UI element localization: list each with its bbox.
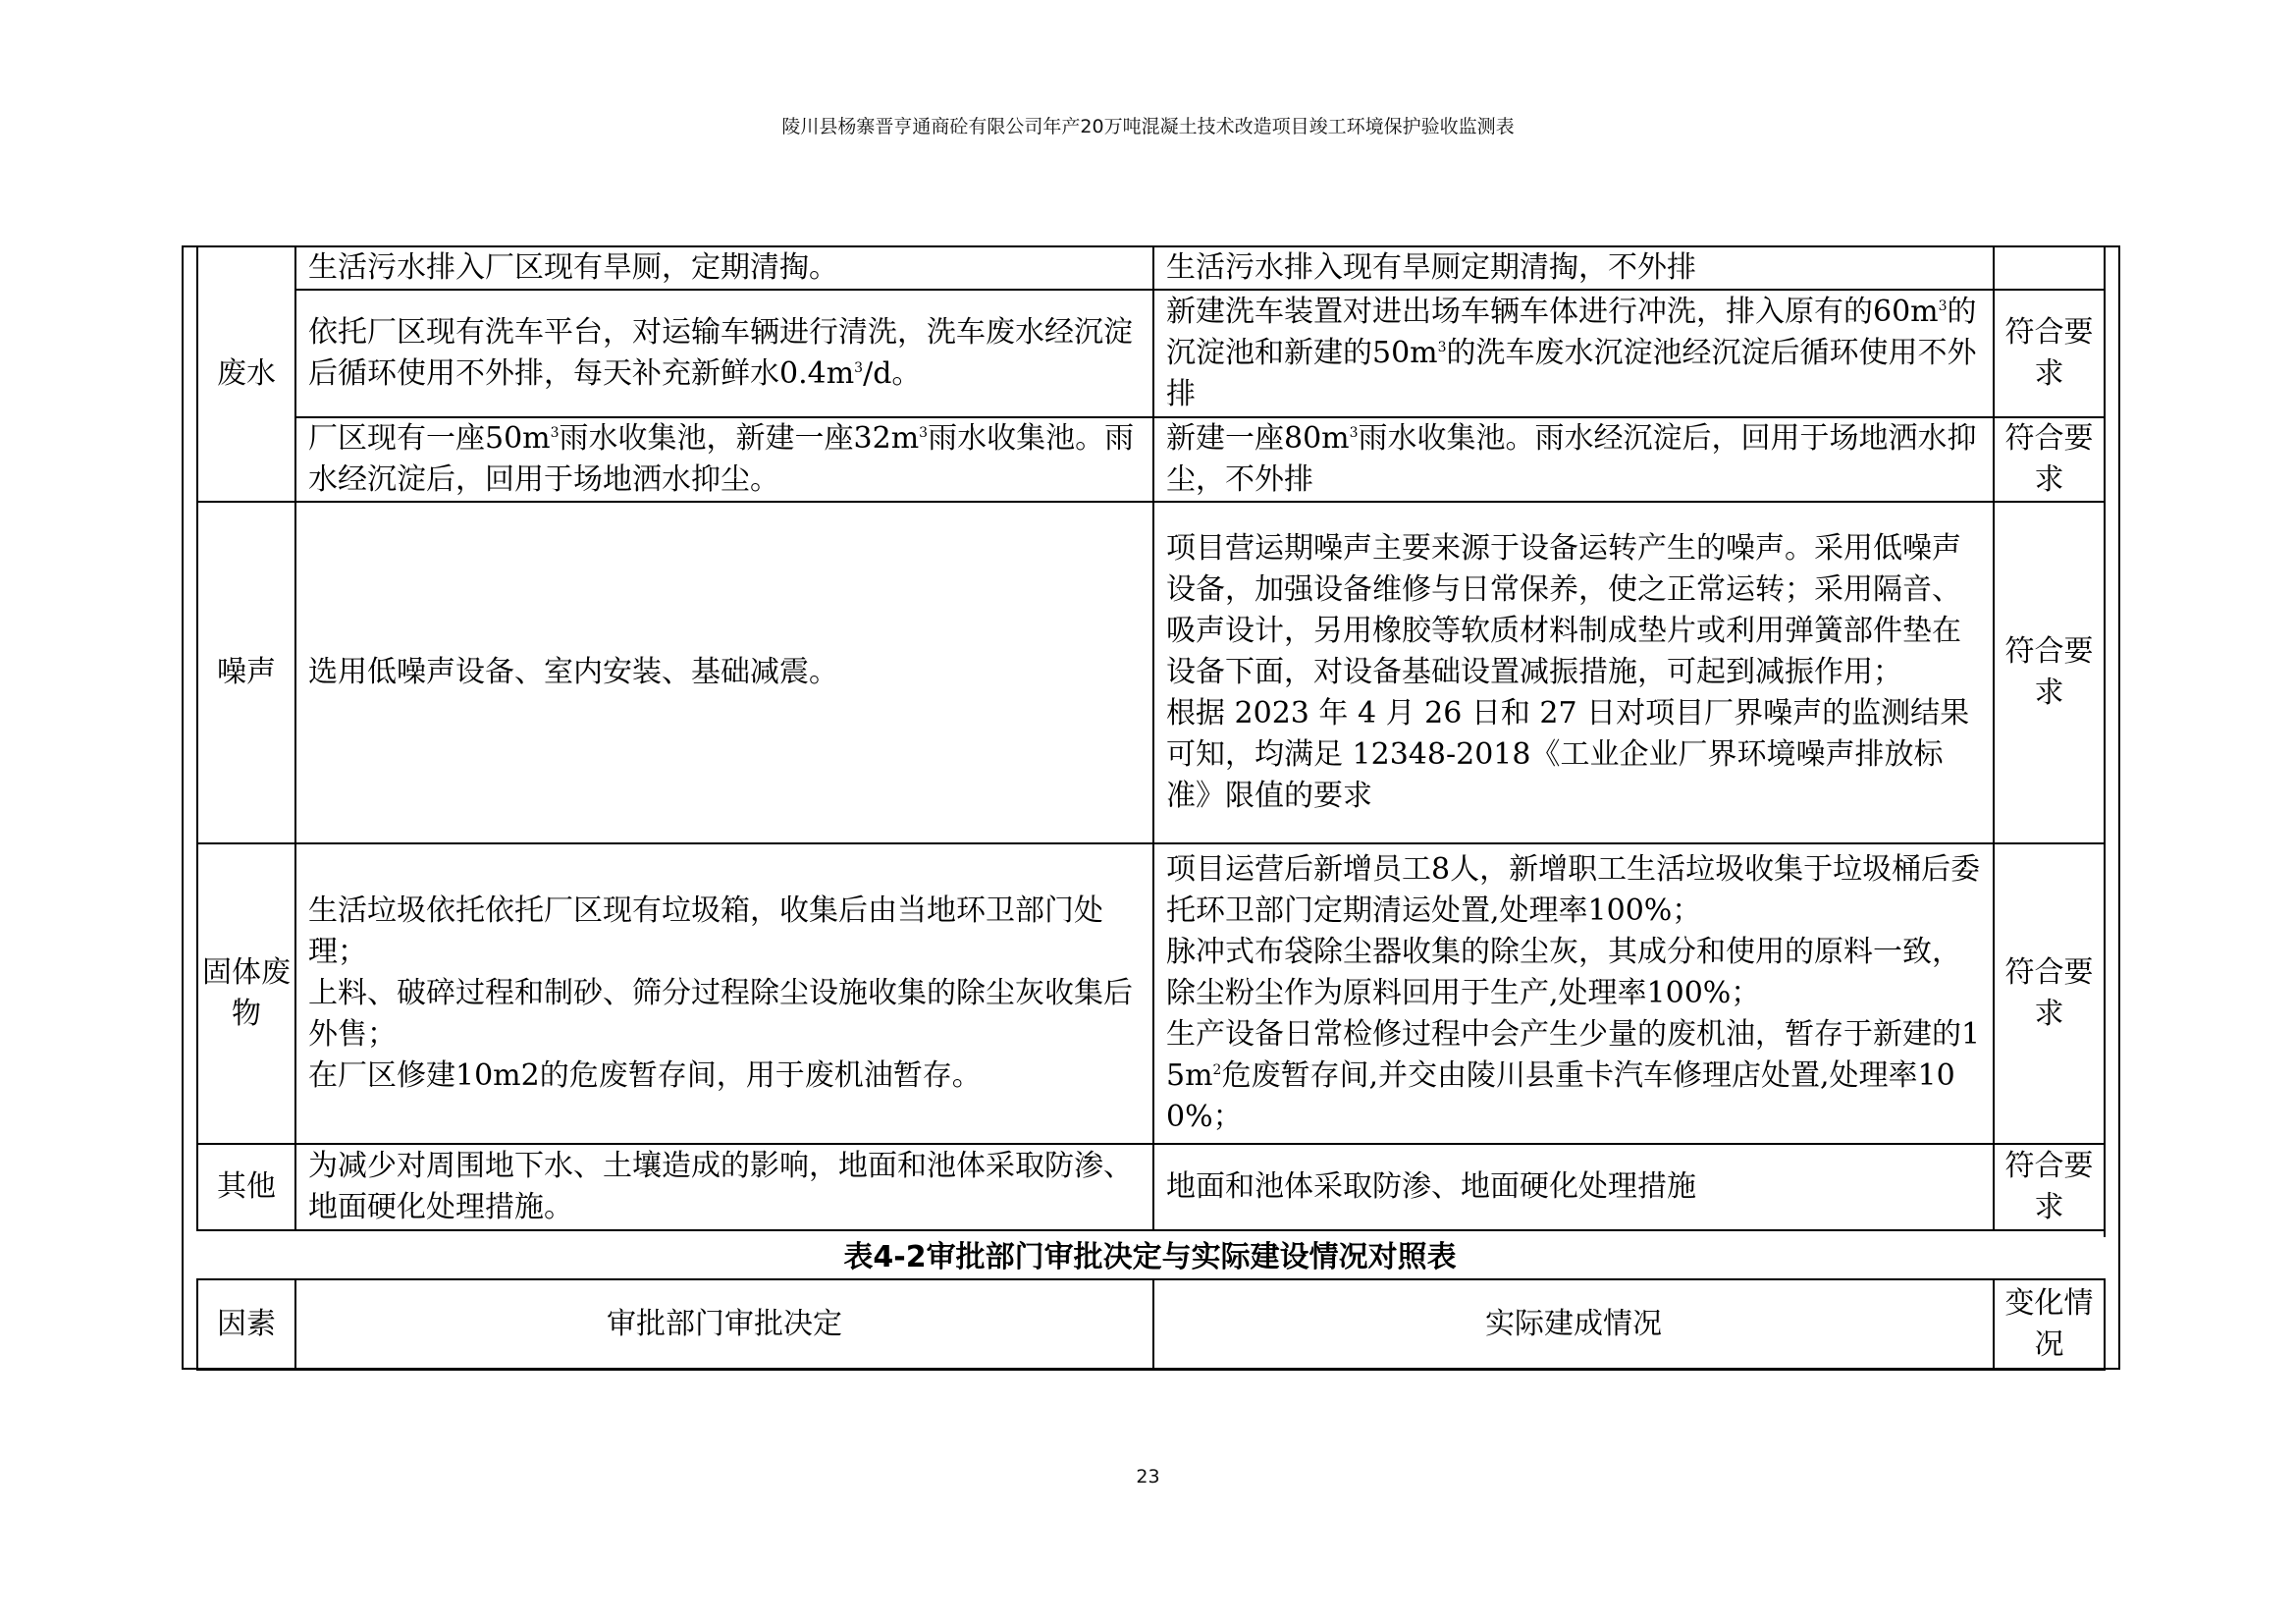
category-other: 其他 [197, 1144, 295, 1230]
column-header-actual: 实际建成情况 [1153, 1279, 1994, 1370]
decision-cell: 为减少对周围地下水、土壤造成的影响，地面和池体采取防渗、地面硬化处理措施。 [295, 1144, 1153, 1230]
category-wastewater: 废水 [197, 246, 295, 502]
page-number: 23 [1136, 1466, 1160, 1488]
result-cell: 符合要求 [1994, 843, 2105, 1144]
page-header: 陵川县杨寨晋亨通商砼有限公司年产20万吨混凝土技术改造项目竣工环境保护验收监测表 [781, 116, 1515, 137]
result-cell: 符合要求 [1994, 502, 2105, 843]
actual-cell: 项目运营后新增员工8人，新增职工生活垃圾收集于垃圾桶后委托环卫部门定期清运处置,处理率100%； 脉冲式布袋除尘器收集的除尘灰，其成分和使用的原料一致，除尘粉尘作为原料回用于生产,处理率100%； 生产设备日常检修过程中会产生少量的废机油，暂存于新建的$15m^2$危废暂存间,并交由陵川县重卡汽车修理店处置,处理率100%； [1153, 843, 1994, 1144]
actual-cell: 地面和池体采取防渗、地面硬化处理措施 [1153, 1144, 1994, 1230]
result-cell [1994, 246, 2105, 290]
column-header-factor: 因素 [197, 1279, 295, 1370]
result-cell: 符合要求 [1994, 417, 2105, 502]
decision-cell: 生活污水排入厂区现有旱厕，定期清掏。 [295, 246, 1153, 290]
column-header-decision: 审批部门审批决定 [295, 1279, 1153, 1370]
actual-cell: 项目营运期噪声主要来源于设备运转产生的噪声。采用低噪声设备，加强设备维修与日常保养，使之正常运转；采用隔音、吸声设计，另用橡胶等软质材料制成垫片或利用弹簧部件垫在设备下面，对设备基础设置减振措施，可起到减振作用； 根据 2023 年 4 月 26 日和 27 日对项目厂界噪声的监测结果可知，均满足 12348-2018《工业企业厂界环境噪声排放标准》限值的要求 [1153, 502, 1994, 843]
decision-cell: 厂区现有一座$50m^3$雨水收集池，新建一座$32m^3$雨水收集池。雨水经沉淀后，回用于场地洒水抑尘。 [295, 417, 1153, 502]
actual-cell: 新建一座$80m^3$雨水收集池。雨水经沉淀后，回用于场地洒水抑尘，不外排 [1153, 417, 1994, 502]
result-cell: 符合要求 [1994, 290, 2105, 417]
actual-cell: 生活污水排入现有旱厕定期清掏，不外排 [1153, 246, 1994, 290]
table-row [197, 502, 2105, 843]
table-row [197, 843, 2105, 1144]
category-solid-waste: 固体废物 [197, 843, 295, 1144]
result-cell: 符合要求 [1994, 1144, 2105, 1230]
decision-cell: 依托厂区现有洗车平台，对运输车辆进行清洗，洗车废水经沉淀后循环使用不外排，每天补充新鲜水$0.4m^3/d$。 [295, 290, 1153, 417]
table-row [197, 417, 2105, 502]
table-row [197, 1144, 2105, 1230]
comparison-table [196, 245, 2106, 1231]
approval-header-table [196, 1278, 2106, 1371]
table-row [197, 246, 2105, 290]
decision-cell: 生活垃圾依托依托厂区现有垃圾箱，收集后由当地环卫部门处理； 上料、破碎过程和制砂、筛分过程除尘设施收集的除尘灰收集后外售； 在厂区修建10m2的危废暂存间，用于废机油暂存。 [295, 843, 1153, 1144]
category-noise: 噪声 [197, 502, 295, 843]
table-caption: 表4-2审批部门审批决定与实际建设情况对照表 [843, 1240, 1457, 1274]
decision-cell: 选用低噪声设备、室内安装、基础减震。 [295, 502, 1153, 843]
table-header-row [197, 1279, 2105, 1370]
actual-cell: 新建洗车装置对进出场车辆车体进行冲洗，排入原有的$60m^3$的沉淀池和新建的$50m^3$的洗车废水沉淀池经沉淀后循环使用不外排 [1153, 290, 1994, 417]
table-row [197, 290, 2105, 417]
column-header-change: 变化情况 [1994, 1279, 2105, 1370]
